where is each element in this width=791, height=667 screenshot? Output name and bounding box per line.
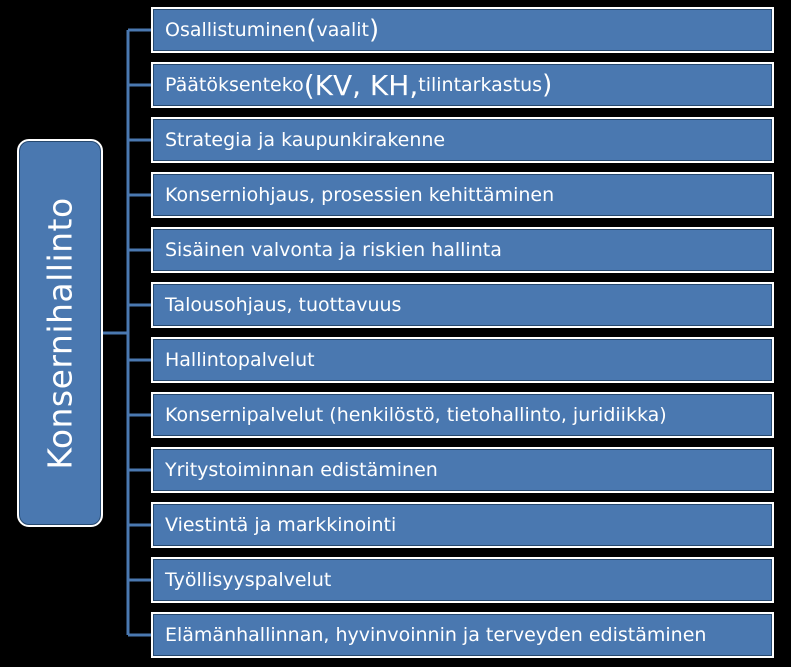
item-tyollisyyspalvelut xyxy=(151,557,774,603)
item-label-paren-open: ( xyxy=(306,15,317,45)
item-label: Osallistuminen xyxy=(165,19,307,41)
item-label: Viestintä ja markkinointi xyxy=(165,514,397,536)
item-label: Sisäinen valvonta ja riskien hallinta xyxy=(165,239,502,261)
item-label: Konsernipalvelut (henkilöstö, tietohallinto, juridiikka) xyxy=(165,404,667,426)
item-label: Konserniohjaus, prosessien kehittäminen xyxy=(165,184,555,206)
item-yritystoiminta xyxy=(151,447,774,493)
root-node-konsernihallinto xyxy=(17,139,103,527)
item-konsernipalvelut xyxy=(151,392,774,438)
item-label: Päätöksenteko xyxy=(165,74,304,96)
item-label: Hallintopalvelut xyxy=(165,349,315,371)
item-paatoksenteko xyxy=(151,62,774,108)
item-osallistuminen xyxy=(151,7,774,53)
item-label-detail: vaalit xyxy=(316,19,369,41)
item-konserniohjaus xyxy=(151,172,774,218)
item-label-paren-close: ) xyxy=(542,70,553,100)
item-strategia xyxy=(151,117,774,163)
item-label: Talousohjaus, tuottavuus xyxy=(165,294,402,316)
item-viestinta xyxy=(151,502,774,548)
item-sisainen-valvonta xyxy=(151,227,774,273)
item-label-paren-close: ) xyxy=(369,15,380,45)
root-node-label: Konsernihallinto xyxy=(40,196,80,470)
item-elamanhallinta xyxy=(151,612,774,658)
item-label-detail-large: (KV, KH, xyxy=(303,68,419,102)
item-label: Elämänhallinnan, hyvinvoinnin ja terveyden edistäminen xyxy=(165,624,707,646)
item-label: Strategia ja kaupunkirakenne xyxy=(165,129,446,151)
item-talousohjaus xyxy=(151,282,774,328)
item-label: Yritystoiminnan edistäminen xyxy=(165,459,438,481)
item-label: Työllisyyspalvelut xyxy=(165,569,332,591)
item-label-detail: tilintarkastus xyxy=(418,74,543,96)
item-hallintopalvelut xyxy=(151,337,774,383)
